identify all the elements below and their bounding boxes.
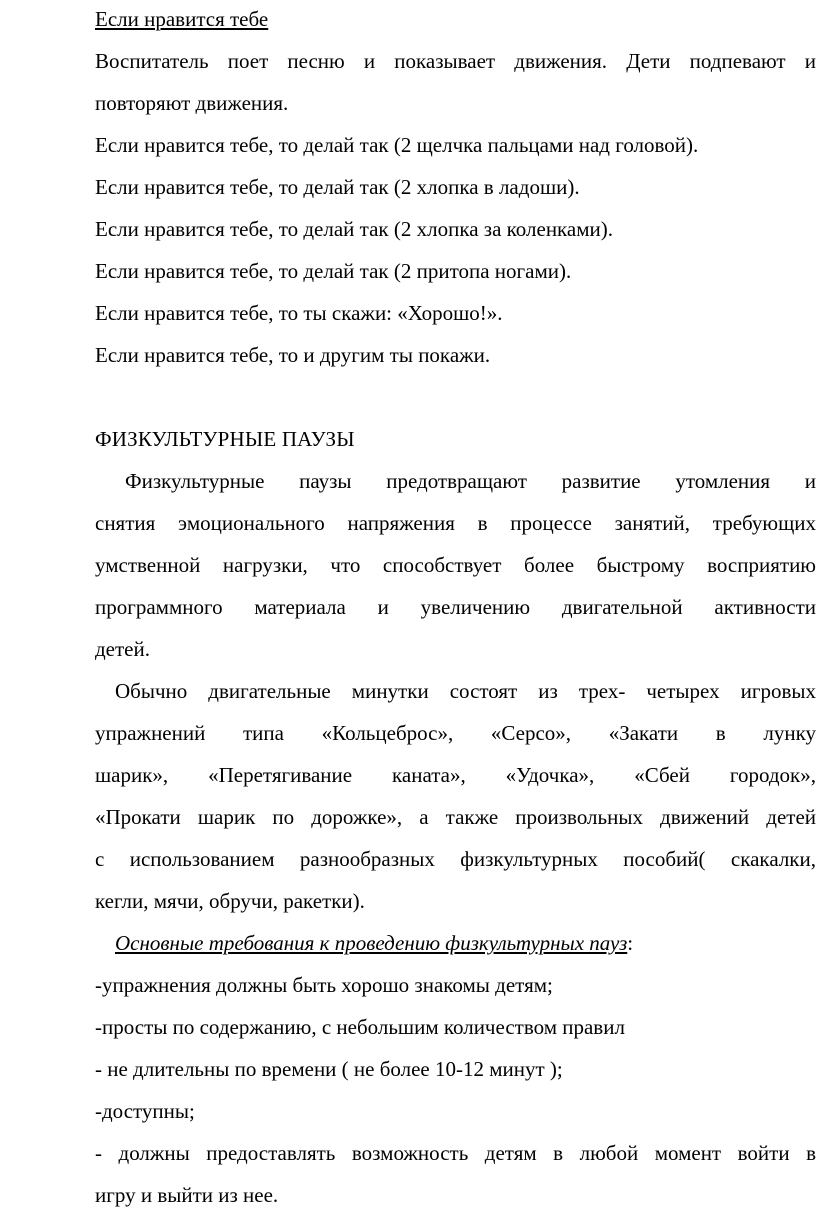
paragraph-fizpauzy [95, 460, 816, 670]
paragraph-minutki [95, 670, 816, 922]
requirement-item: -доступны; [95, 1099, 195, 1123]
requirement-item: -упражнения должны быть хорошо знакомы детям; [95, 973, 553, 997]
song-intro-line-1: Воспитатель поет песню и показывает движения. Дети подпевают и [95, 49, 816, 73]
requirement-item: - должны предоставлять возможность детям в любой момент войти в [95, 1141, 816, 1165]
blank-line [95, 376, 816, 418]
requirement-item-continuation: игру и выйти из нее. [95, 1183, 279, 1207]
paragraph-line: программного материала и увеличению двигательной активности [95, 595, 816, 619]
paragraph-line: умственной нагрузки, что способствует более быстрому восприятию [95, 553, 816, 577]
song-verse: Если нравится тебе, то и другим ты покажи. [95, 343, 491, 367]
paragraph-line: шарик», «Перетягивание каната», «Удочка», «Сбей городок», [95, 763, 816, 787]
paragraph-line: снятия эмоционального напряжения в процессе занятий, требующих [95, 511, 816, 535]
song-verse: Если нравится тебе, то делай так (2 щелчка пальцами над головой). [95, 133, 699, 157]
song-intro-line-2: повторяют движения. [95, 91, 289, 115]
song-verse: Если нравится тебе, то делай так (2 притопа ногами). [95, 259, 572, 283]
paragraph-line: Физкультурные паузы предотвращают развитие утомления и [125, 469, 816, 493]
song-verse: Если нравится тебе, то делай так (2 хлопка в ладоши). [95, 175, 580, 199]
paragraph-line: «Прокати шарик по дорожке», а также произвольных движений детей [95, 805, 816, 829]
song-verse: Если нравится тебе, то ты скажи: «Хорошо!». [95, 301, 503, 325]
song-title: Если нравится тебе [95, 7, 269, 31]
section-title: ФИЗКУЛЬТУРНЫЕ ПАУЗЫ [95, 427, 355, 451]
paragraph-line: упражнений типа «Кольцеброс», «Серсо», «Закати в лунку [95, 721, 816, 745]
requirements-colon: : [627, 931, 634, 955]
requirements-heading: Основные требования к проведению физкультурных пауз [115, 931, 628, 955]
requirements-heading-line [95, 922, 816, 964]
song-verse: Если нравится тебе, то делай так (2 хлопка за коленками). [95, 217, 614, 241]
requirement-item: -просты по содержанию, с небольшим количеством правил [95, 1015, 625, 1039]
paragraph-line: с использованием разнообразных физкультурных пособий( скакалки, [95, 847, 816, 871]
requirement-item: - не длительны по времени ( не более 10-12 минут ); [95, 1057, 563, 1081]
document-page [95, 0, 816, 1216]
paragraph-line: детей. [95, 637, 150, 661]
paragraph-line: кегли, мячи, обручи, ракетки). [95, 889, 365, 913]
paragraph-line: Обычно двигательные минутки состоят из трех- четырех игровых [115, 679, 816, 703]
